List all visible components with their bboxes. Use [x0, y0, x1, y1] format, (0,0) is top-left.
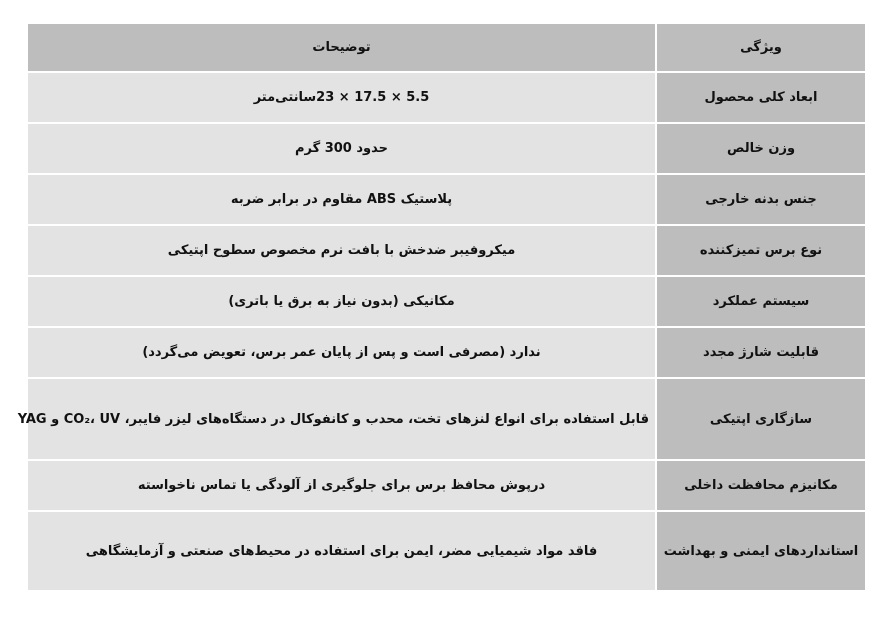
feature-cell: وزن خالص	[656, 123, 866, 174]
feature-cell: جنس بدنه خارجی	[656, 174, 866, 225]
description-cell: درپوش محافظ برس برای جلوگیری از آلودگی یا تماس ناخواسته	[27, 460, 656, 511]
feature-cell: نوع برس تمیزکننده	[656, 225, 866, 276]
specifications-table	[17, 22, 867, 592]
table-row	[27, 123, 866, 174]
description-cell: ندارد (مصرفی است و پس از پایان عمر برس، تعویض می‌گردد)	[27, 327, 656, 378]
feature-cell: سازگاری اپتیکی	[656, 378, 866, 460]
description-cell: فاقد مواد شیمیایی مضر، ایمن برای استفاده در محیط‌های صنعتی و آزمایشگاهی	[27, 511, 656, 591]
feature-cell: مکانیزم محافظت داخلی	[656, 460, 866, 511]
header-description: توضیحات	[27, 23, 656, 72]
description-cell: قابل استفاده برای انواع لنزهای تخت، محدب و کانفوکال در دستگاه‌های لیزر فایبر، CO₂، UV و YAG	[27, 378, 656, 460]
description-cell: 5.5 × 17.5 × 23سانتی‌متر	[27, 72, 656, 123]
table-row	[27, 460, 866, 511]
table-row	[27, 327, 866, 378]
description-cell: میکروفیبر ضدخش با بافت نرم مخصوص سطوح اپتیکی	[27, 225, 656, 276]
feature-cell: ابعاد کلی محصول	[656, 72, 866, 123]
table-row	[27, 174, 866, 225]
description-cell: پلاستیک ABS مقاوم در برابر ضربه	[27, 174, 656, 225]
table-row	[27, 276, 866, 327]
table-row	[27, 378, 866, 460]
feature-cell: قابلیت شارژ مجدد	[656, 327, 866, 378]
table-row	[27, 225, 866, 276]
feature-cell: استانداردهای ایمنی و بهداشت	[656, 511, 866, 591]
table-header-row	[27, 23, 866, 72]
table-row	[27, 511, 866, 591]
description-cell: مکانیکی (بدون نیاز به برق یا باتری)	[27, 276, 656, 327]
description-cell: حدود 300 گرم	[27, 123, 656, 174]
table-row	[27, 72, 866, 123]
feature-cell: سیستم عملکرد	[656, 276, 866, 327]
header-feature: ویژگی	[656, 23, 866, 72]
